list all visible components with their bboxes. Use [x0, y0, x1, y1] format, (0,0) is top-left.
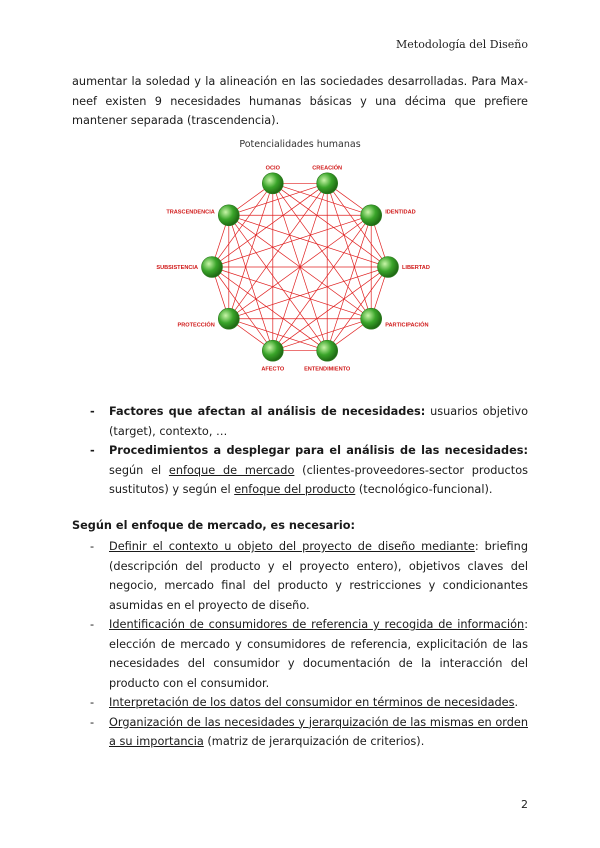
node-protección	[218, 308, 239, 329]
node-afecto	[262, 340, 283, 361]
market-approach-list	[72, 537, 528, 752]
node-creación	[317, 173, 338, 194]
bullet-dash: -	[90, 540, 95, 553]
bullet-text: (tecnológico-funcional).	[355, 483, 493, 496]
underlined-term: Interpretación de los datos del consumidor en términos de necesidades	[109, 696, 515, 709]
connection-lines	[212, 183, 388, 350]
list-item	[72, 537, 528, 615]
connection-line	[229, 183, 273, 318]
connection-line	[212, 267, 273, 351]
bullet-text: según el	[109, 463, 169, 477]
node-entendimiento	[317, 340, 338, 361]
bullet-bold-text: Procedimientos a desplegar para el análisis de las necesidades:	[109, 444, 528, 457]
list-item	[72, 713, 528, 752]
connection-line	[327, 183, 371, 318]
bullet-dash: -	[90, 618, 95, 631]
list-item	[72, 693, 528, 713]
list-item	[72, 402, 528, 441]
node-label: OCIO	[265, 165, 280, 172]
item-text: .	[514, 696, 519, 709]
bullet-dash: -	[90, 444, 95, 457]
bullet-dash: -	[90, 696, 95, 709]
bullet-dash: -	[90, 715, 95, 729]
potentialities-diagram	[150, 132, 450, 382]
node-label: AFECTO	[261, 366, 285, 373]
node-label: PARTICIPACIÓN	[385, 322, 429, 329]
intro-paragraph: aumentar la soledad y la alineación en las sociedades desarrolladas. Para Max-neef existen 9 necesidades humanas básicas y una décima que prefiere mantener separada (trascendencia).	[72, 75, 528, 127]
underlined-term: enfoque del producto	[234, 483, 356, 496]
node-participación	[361, 308, 382, 329]
bullet-list	[72, 402, 528, 500]
underlined-term: Organización de las necesidades y jerarquización de las mismas en orden a su importancia	[109, 715, 528, 748]
bullet-text: usuarios objetivo (target), contexto, …	[109, 405, 528, 438]
page-number: 2	[521, 798, 528, 811]
item-text: : elección de mercado y consumidores de referencia, explicitación de las necesidades del consumidor y documentación de la interacción del producto con el consumidor.	[109, 618, 528, 690]
node-libertad	[378, 257, 399, 278]
item-text: (matriz de jerarquización de criterios).	[203, 735, 425, 748]
node-label: CREACIÓN	[312, 165, 343, 172]
item-text: : briefing (descripción del producto y el proyecto entero), objetivos claves del negocio, mercado final del producto y restricciones y condicionantes asumidas en el proyecto de diseño.	[109, 540, 528, 612]
underlined-term: enfoque de mercado	[168, 463, 295, 477]
node-identidad	[361, 205, 382, 226]
underlined-term: Identificación de consumidores de referencia y recogida de información	[109, 618, 525, 631]
list-item	[72, 615, 528, 693]
connection-line	[229, 215, 273, 350]
list-item	[72, 441, 528, 500]
diagram-title: Potencialidades humanas	[239, 139, 361, 150]
node-subsistencia	[202, 257, 223, 278]
connection-line	[327, 215, 371, 350]
node-label: ENTENDIMIENTO	[304, 366, 351, 373]
bullet-dash: -	[90, 405, 95, 418]
node-ocio	[262, 173, 283, 194]
node-label: PROTECCIÓN	[177, 322, 215, 329]
underlined-term: Definir el contexto u objeto del proyecto de diseño mediante	[109, 540, 475, 553]
node-label: TRASCENDENCIA	[166, 209, 215, 216]
connection-line	[229, 215, 327, 350]
section-title: Según el enfoque de mercado, es necesario:	[72, 519, 356, 532]
bullet-text: (clientes-proveedores-sector productos sustitutos) y según el	[109, 463, 528, 496]
node-label: SUBSISTENCIA	[156, 265, 198, 271]
node-trascendencia	[218, 205, 239, 226]
node-label: LIBERTAD	[402, 265, 430, 271]
bullet-bold-text: Factores que afectan al análisis de necesidades:	[109, 405, 426, 418]
running-header: Metodología del Diseño	[396, 38, 528, 51]
node-label: IDENTIDAD	[385, 209, 416, 216]
